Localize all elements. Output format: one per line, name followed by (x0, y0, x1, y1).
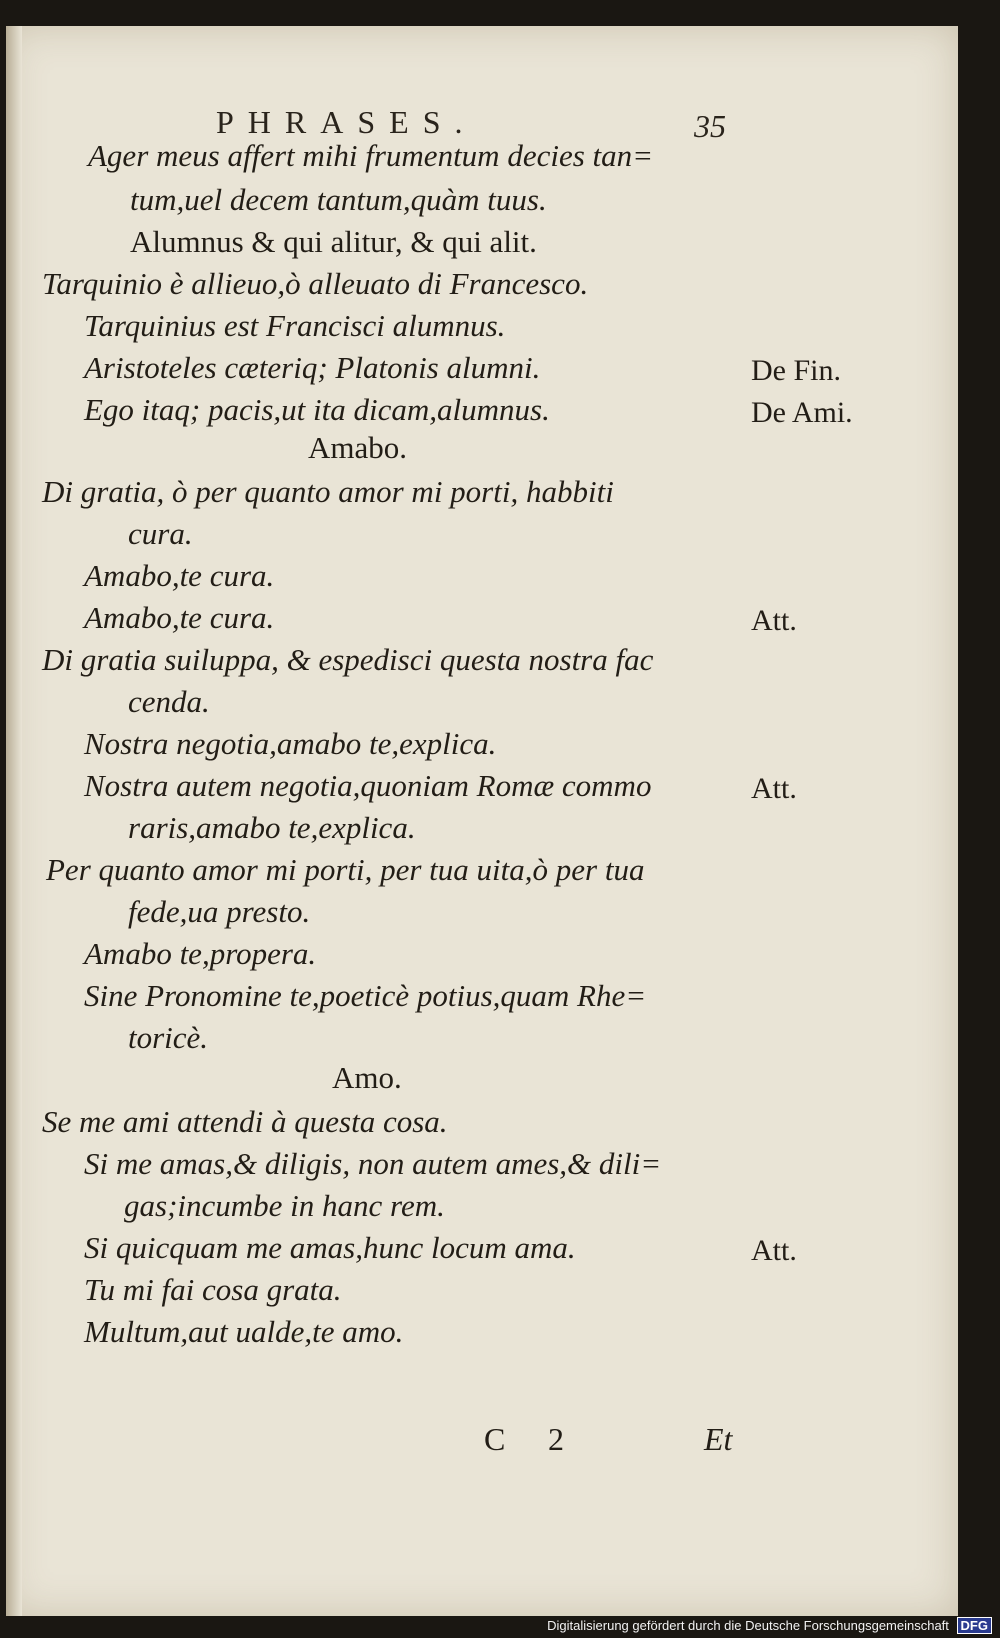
text-line: tum,uel decem tantum,quàm tuus. (130, 182, 547, 217)
signature-number: 2 (548, 1421, 564, 1457)
page-gutter (6, 26, 22, 1616)
margin-reference: Att. (751, 772, 797, 805)
margin-reference: De Ami. (751, 396, 853, 429)
text-line: Multum,aut ualde,te amo. (84, 1314, 404, 1349)
text-line: Alumnus & qui alitur, & qui alit. (130, 224, 537, 259)
text-line: Nostra negotia,amabo te,explica. (84, 726, 497, 761)
text-line: Di gratia, ò per quanto amor mi porti, habbiti (42, 474, 614, 509)
margin-reference: De Fin. (751, 354, 841, 387)
dfg-logo: DFG (957, 1617, 992, 1634)
text-line: cura. (128, 516, 193, 551)
text-line: cenda. (128, 684, 210, 719)
text-line: gas;incumbe in hanc rem. (124, 1188, 445, 1223)
text-line: Se me ami attendi à questa cosa. (42, 1104, 448, 1139)
text-line: Di gratia suiluppa, & espedisci questa nostra fac (42, 642, 654, 677)
text-line: Tarquinius est Francisci alumnus. (84, 308, 506, 343)
text-line: Si quicquam me amas,hunc locum ama. (84, 1230, 576, 1265)
margin-reference: Att. (751, 604, 797, 637)
text-line: Ager meus affert mihi frumentum decies tan= (88, 138, 654, 173)
margin-reference: Att. (751, 1234, 797, 1267)
text-line: fede,ua presto. (128, 894, 311, 929)
credit-text: Digitalisierung gefördert durch die Deutsche Forschungsgemeinschaft (547, 1618, 949, 1633)
digitization-credit (547, 1617, 992, 1634)
text-line: Tu mi fai cosa grata. (84, 1272, 342, 1307)
text-line: Amabo te,propera. (84, 936, 317, 971)
book-page (6, 26, 958, 1616)
text-line: Per quanto amor mi porti, per tua uita,ò per tua (46, 852, 645, 887)
text-line: Amabo,te cura. (84, 600, 275, 635)
signature-mark: C (484, 1421, 506, 1457)
text-line: Amabo,te cura. (84, 558, 275, 593)
text-line: Sine Pronomine te,poeticè potius,quam Rhe= (84, 978, 647, 1013)
text-line: Nostra autem negotia,quoniam Romæ commo (84, 768, 652, 803)
text-line: Aristoteles cæteriq; Platonis alumni. (84, 350, 541, 385)
text-line: toricè. (128, 1020, 209, 1055)
section-heading: Amabo. (308, 430, 408, 465)
text-line: raris,amabo te,explica. (128, 810, 416, 845)
text-line: Ego itaq; pacis,ut ita dicam,alumnus. (84, 392, 550, 427)
catchword: Et (704, 1421, 733, 1457)
running-head: PHRASES. (216, 104, 477, 140)
section-heading: Amo. (332, 1060, 402, 1095)
text-line: Si me amas,& diligis, non autem ames,& dili= (84, 1146, 662, 1181)
page-number: 35 (694, 108, 726, 144)
text-line: Tarquinio è allieuo,ò alleuato di Francesco. (42, 266, 589, 301)
